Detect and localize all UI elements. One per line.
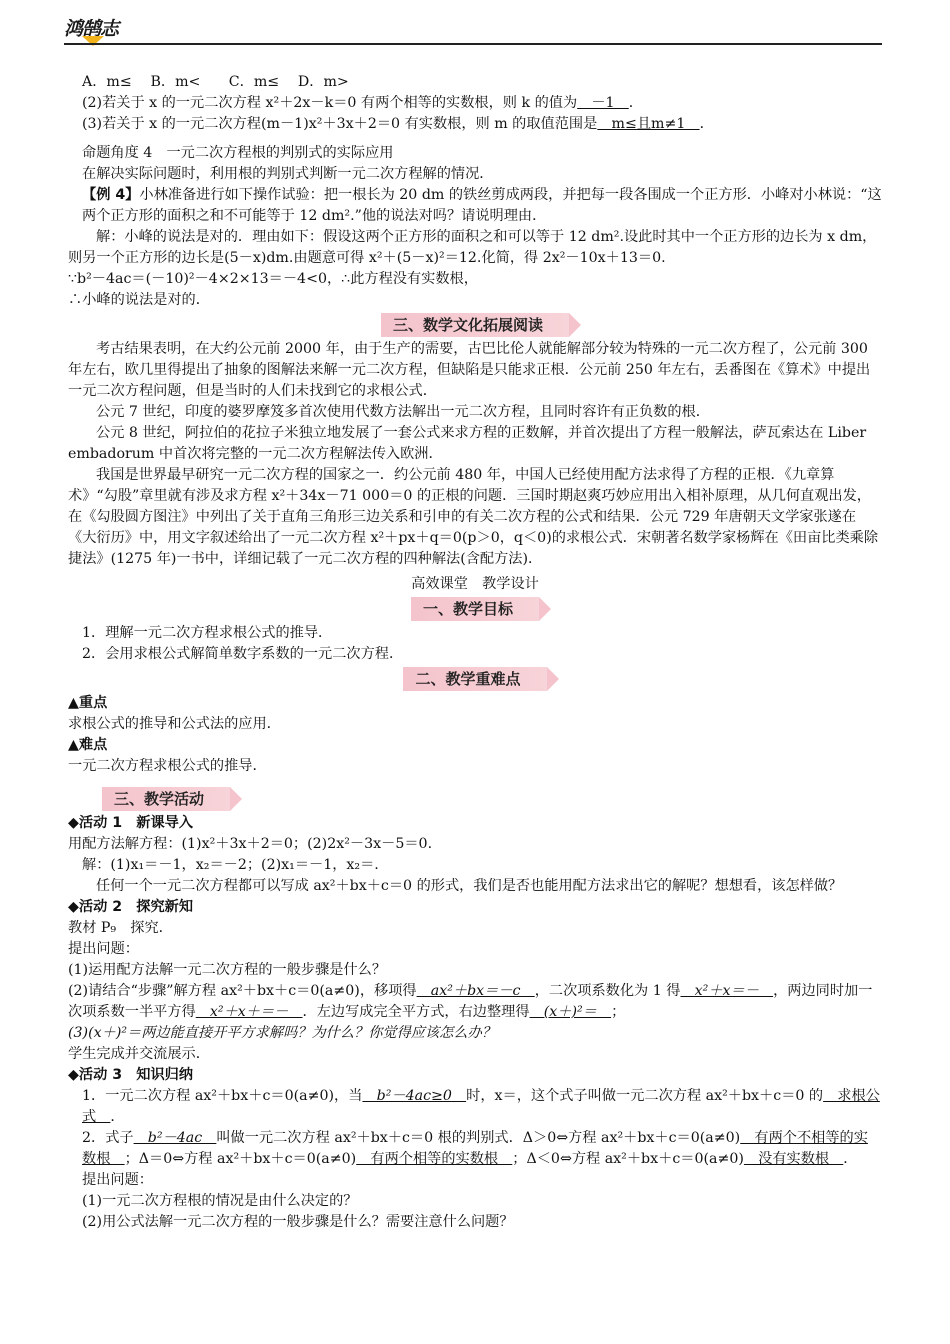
section-culture-banner: 三、数学文化拓展阅读 [381, 313, 569, 337]
activity-2-q1: (1)运用配方法解一元二次方程的一般步骤是什么？ [68, 962, 387, 978]
example-4: 【例 4】小林准备进行如下操作试验：把一根长为 20 dm 的铁丝剪成两段，并把每一段各围成一个正方形．小峰对小林说：“这两个正方形的面积之和不可能等于 12 dm².”他的说法对吗？请说明理由． [82, 187, 882, 224]
answer-blank: x²＋x＝－ [680, 983, 774, 999]
question-2: (2)若关于 x 的一元二次方程 x²＋2x－k＝0 有两个相等的实数根，则 k 的值为 －1 ． [82, 95, 643, 111]
goals-banner: 一、教学目标 [411, 597, 539, 621]
key-label: ▲重点 [68, 695, 108, 711]
goal-item: 1．理解一元二次方程求根公式的推导． [82, 625, 333, 641]
activity-2-prompt: 提出问题： [68, 941, 139, 957]
design-title: 高效课堂 教学设计 [411, 576, 539, 592]
activity-1-solution: 解：(1)x₁＝－1，x₂＝－2；(2)x₁＝－1，x₂＝. [82, 857, 379, 873]
difficulty-text: 一元二次方程求根公式的推导． [68, 758, 267, 774]
question-3: (3)若关于 x 的一元二次方程(m－1)x²＋3x＋2＝0 有实数根，则 m 的取值范围是 m≤且m≠1 ． [82, 116, 714, 132]
answer-blank: 求根公式 [82, 1088, 880, 1125]
example-4-conclusion: ∴小峰的说法是对的． [68, 292, 210, 308]
answer-blank: 有两个相等的实数根 [356, 1151, 513, 1167]
example-4-solution: 解：小峰的说法是对的．理由如下：假设这两个正方形的面积之和可以等于 12 dm².设此时其中一个正方形的边长为 x dm，则另一个正方形的边长是(5－x)dm.由题意可得 x²＋(5－x)²＝12.化简，得 2x²－10x＋13＝0. [68, 229, 877, 266]
answer-blank: ax²＋bx＝－c [416, 983, 535, 999]
summary-1: 1．一元二次方程 ax²＋bx＋c＝0(a≠0)，当 b²－4ac≥0 时，x＝，这个式子叫做一元二次方程 ax²＋bx＋c＝0 的 求根公式 ． [82, 1088, 880, 1125]
keypoints-banner: 二、教学重难点 [403, 667, 546, 691]
header-rule [64, 43, 882, 45]
activity-3-title: ◆活动 3 知识归纳 [68, 1067, 194, 1083]
example-4-discriminant: ∵b²－4ac＝(－10)²－4×2×13＝－4<0，∴此方程没有实数根， [68, 271, 478, 287]
key-text: 求根公式的推导和公式法的应用． [68, 716, 281, 732]
culture-paragraph: 公元 7 世纪，印度的婆罗摩笈多首次使用代数方法解出一元二次方程，且同时容许有正负数的根． [96, 404, 710, 420]
difficulty-label: ▲难点 [68, 737, 108, 753]
activity-1-task: 用配方法解方程：(1)x²＋3x＋2＝0；(2)2x²－3x－5＝0. [68, 836, 433, 852]
activity-2-q2: (2)请结合“步骤”解方程 ax²＋bx＋c＝0(a≠0)，移项得 ax²＋bx＝－c ，二次项系数化为 1 得 x²＋x＝－ ，两边同时加一次项系数一半平方得 x²＋x＋＝－ ．左边写成完全平方式，右边整理得 (x＋)²＝ ； [68, 983, 873, 1020]
example-label: 【例 4】 [82, 187, 140, 203]
logo-text: 鸿鹄志 [64, 18, 119, 40]
answer-blank: b²－4ac [133, 1130, 217, 1146]
answer-blank: (x＋)²＝ [529, 1004, 612, 1020]
activity-2-q3: (3)(x＋)²＝两边能直接开平方求解吗？为什么？你觉得应该怎么办？ [68, 1025, 496, 1041]
activity-3-q1: (1)一元二次方程根的情况是由什么决定的？ [82, 1193, 358, 1209]
choice-options: A．m≤ B．m< C．m≤ D．m> [82, 74, 349, 90]
publisher-logo [64, 14, 142, 46]
answer-blank: 没有实数根 [743, 1151, 844, 1167]
angle-4-intro: 在解决实际问题时，利用根的判别式判断一元二次方程解的情况． [82, 166, 494, 182]
activity-2-textbook: 教材 P₉ 探究． [68, 920, 173, 936]
activity-3-q2: (2)用公式法解一元二次方程的一般步骤是什么？需要注意什么问题？ [82, 1214, 514, 1230]
culture-paragraph: 我国是世界最早研究一元二次方程的国家之一．约公元前 480 年，中国人已经使用配方法求得了方程的正根．《九章算术》“勾股”章里就有涉及求方程 x²＋34x－71 000＝0 的正根的问题．三国时期赵爽巧妙应用出入相补原理，从几何直观出发，在《勾股圆方图注》中列出了关于直角三角形三边关系和引申的有关二次方程的公式和结果．公元 729 年唐朝天文学家张遂在《大衍历》中，用文字叙述给出了一元二次方程 x²＋px＋q＝0(p＞0，q＜0)的求根公式．宋朝著名数学家杨辉在《田亩比类乘除捷法》(1275 年)一书中，详细记载了一元二次方程的四种解法(含配方法)． [68, 467, 879, 567]
page-content [68, 72, 882, 1233]
answer-blank: b²－4ac≥0 [362, 1088, 467, 1104]
activity-1-title: ◆活动 1 新课导入 [68, 815, 194, 831]
answer-blank: 有两个不相等的实数根 [82, 1130, 868, 1167]
activity-2-title: ◆活动 2 探究新知 [68, 899, 194, 915]
goal-item: 2．会用求根公式解简单数字系数的一元二次方程． [82, 646, 404, 662]
activity-3-prompt: 提出问题： [82, 1172, 153, 1188]
answer-blank: x²＋x＋＝－ [195, 1004, 303, 1020]
activity-2-note: 学生完成并交流展示． [68, 1046, 210, 1062]
activity-1-question: 任何一个一元二次方程都可以写成 ax²＋bx＋c＝0 的形式，我们是否也能用配方法求出它的解呢？想想看，该怎样做？ [96, 878, 843, 894]
summary-2: 2．式子 b²－4ac 叫做一元二次方程 ax²＋bx＋c＝0 根的判别式．Δ＞0⇔方程 ax²＋bx＋c＝0(a≠0) 有两个不相等的实数根 ；Δ＝0⇔方程 ax²＋bx＋c＝0(a≠0) 有两个相等的实数根 ；Δ＜0⇔方程 ax²＋bx＋c＝0(a≠0) 没有实数根 ． [82, 1130, 868, 1167]
culture-paragraph: 考古结果表明，在大约公元前 2000 年，由于生产的需要，古巴比伦人就能解部分较为特殊的一元二次方程了，公元前 300 年左右，欧几里得提出了抽象的图解法来解一元二次方程，但缺陷是只能求正根．公元前 250 年左右，丢番图在《算术》中提出一元二次方程问题，但是当时的人们未找到它的求根公式． [68, 341, 871, 399]
answer-blank: －1 [577, 95, 629, 111]
activities-banner: 三、教学活动 [102, 787, 230, 811]
angle-4-title: 命题角度 4 一元二次方程根的判别式的实际应用 [82, 145, 394, 161]
culture-paragraph: 公元 8 世纪，阿拉伯的花拉子米独立地发展了一套公式来求方程的正数解，并首次提出了方程一般解法，萨瓦索达在 Liber embadorum 中首次将完整的一元二次方程解法传入欧洲． [68, 425, 867, 462]
answer-blank: m≤且m≠1 [597, 116, 700, 132]
